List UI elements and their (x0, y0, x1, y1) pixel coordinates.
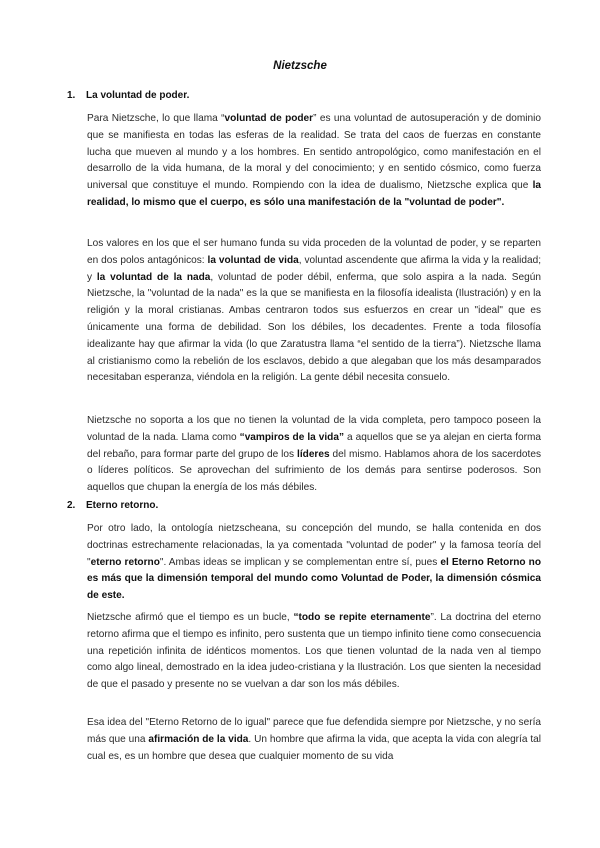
bold-text-run: eterno retorno (90, 556, 160, 568)
paragraph (87, 610, 541, 694)
section-title: Eterno retorno. (86, 500, 159, 511)
bold-text-run: la voluntad de la nada (96, 271, 211, 283)
text-run: Nietzsche no soporta a los que no tienen la voluntad de la vida completa, pero tampoco poseen la voluntad de la nada. Llama como (87, 415, 541, 443)
document-title: Nietzsche (273, 60, 327, 72)
text-run: del mismo. Hablamos ahora de los sacerdotes o líderes políticos. Se aprovechan del sufrimiento de los demás para sentirse poderosos. Son aquellos que chupan la energía de los más débiles. (87, 448, 541, 494)
paragraph (87, 715, 541, 765)
text-run: Por otro lado, la ontología nietzscheana, su concepción del mundo, se halla contenida en dos doctrinas estrechamente relacionadas, la ya comentada "voluntad de poder" y la famosa teoría del " (87, 523, 541, 568)
bold-text-run: líderes (297, 448, 330, 460)
text-run: . Un hombre que afirma la vida, que acepta la vida con alegría tal cual es, es un hombre que desea que cualquier momento de su vida (87, 733, 541, 762)
paragraph (87, 413, 541, 497)
bold-text-run: afirmación de la vida (148, 733, 249, 745)
paragraph (87, 236, 541, 387)
bold-text-run: la voluntad de vida (207, 254, 299, 266)
bold-text-run: voluntad de poder (224, 113, 314, 124)
text-run: ” es una voluntad de autosuperación y de dominio que se manifiesta en todas las esferas de la realidad. Se trata del caos de fuerzas en constante lucha que mueven al mundo y a los hombres. En sentido antropológico, como manifestación en el desarrollo de la vida humana, de la moral y del conocimiento; y en sentido cósmico, como fuerza universal que constituye el mundo. Rompiendo con la idea de dualismo, Nietzsche explica que (87, 113, 541, 192)
section-number: 1. (67, 90, 76, 101)
section-heading-eterno-retorno (67, 500, 158, 511)
text-run: a aquellos que se ya alejan en cierta forma del rebaño, para formar parte del grupo de los (87, 431, 541, 460)
text-run: , voluntad ascendente que afirma la vida y la realidad; y (87, 254, 541, 283)
bold-text-run: “todo se repite eternamente (293, 612, 431, 623)
text-run: ". Ambas ideas se implican y se complementan entre sí, pues (159, 556, 441, 568)
paragraph (87, 521, 541, 605)
bold-text-run: el Eterno Retorno no es más que la dimensión temporal del mundo como Voluntad de Poder, la dimensión cósmica de este. (87, 556, 541, 602)
bold-text-run: “vampiros de la vida” (239, 431, 344, 443)
section-number: 2. (67, 500, 76, 511)
text-run: , voluntad de poder débil, enferma, que solo aspira a la nada. Según Nietzsche, la "voluntad de la nada" es la que se manifiesta en la filosofía idealista (Ilustración) y en la religión y la moral cristianas. Ambas centraron todos sus esfuerzos en crear un "ideal" que es únicamente una forma de debilidad. Son los débiles, los decadentes. Frente a toda filosofía idealizante hay que afirmar la vida (lo que Zaratustra llama “el sentido de la tierra”). Nietzsche llama al cristianismo como la rebelión de los esclavos, debido a que alegaban que los más desamparados necesitaban esperanza, viéndola en la religión. La gente débil necesita consuelo. (87, 271, 541, 384)
text-run: ”. La doctrina del eterno retorno afirma que el tiempo es infinito, pero sustenta que un tiempo infinito tiene como consecuencia una repetición infinita de idénticos momentos. Los que tienen voluntad de la nada ven al tiempo como algo lineal, demostrado en la idea judeo-cristiana y la Ilustración. Los que sienten la necesidad de que el pasado y presente no se vuelvan a dar son los más débiles. (87, 612, 541, 691)
bold-text-run: la realidad, lo mismo que el cuerpo, es sólo una manifestación de la "voluntad de poder". (87, 180, 541, 208)
section-title: La voluntad de poder. (86, 90, 190, 101)
text-run: Para Nietzsche, lo que llama “ (87, 113, 225, 124)
text-run: Esa idea del "Eterno Retorno de lo igual" parece que fue defendida siempre por Nietzsche, y no sería más que una (87, 717, 541, 745)
section-heading-voluntad-de-poder (67, 90, 189, 101)
text-run: Los valores en los que el ser humano funda su vida proceden de la voluntad de poder, y se reparten en dos polos antagónicos: (87, 238, 541, 266)
paragraph (87, 111, 541, 212)
text-run: Nietzsche afirmó que el tiempo es un bucle, (87, 612, 294, 623)
